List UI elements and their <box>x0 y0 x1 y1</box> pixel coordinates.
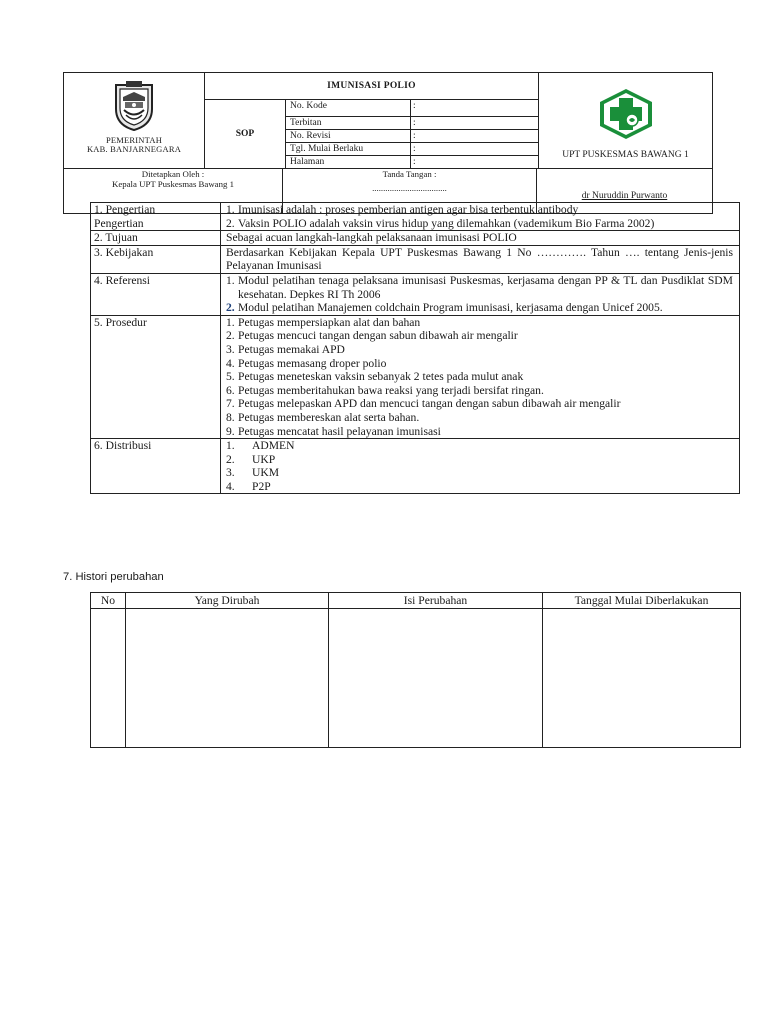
meta-label-issue: Terbitan <box>286 117 411 130</box>
meta-value-revision: : <box>411 130 539 143</box>
meta-label-revision: No. Revisi <box>286 130 411 143</box>
section-content <box>221 203 740 231</box>
signature-label: Tanda Tangan : <box>382 169 437 179</box>
column-header-no: No <box>91 593 126 609</box>
sop-content-table <box>90 202 740 494</box>
section-label: 6. Distribusi <box>91 439 221 494</box>
list-item: 2. Vaksin POLIO adalah vaksin virus hidup yang dilemahkan (vademikum Bio Farma 2002) <box>226 216 655 230</box>
section-content <box>221 273 740 315</box>
history-cell <box>126 609 329 748</box>
procedure-step: 8. Petugas membereskan alat serta bahan. <box>226 410 420 424</box>
section-label-subtext: Pengertian <box>94 216 144 230</box>
sop-label: SOP <box>205 100 286 169</box>
list-item: 2. Modul pelatihan Manajemen coldchain Program imunisasi, kerjasama dengan Unicef 2005. <box>226 301 663 315</box>
procedure-step: 7. Petugas melepaskan APD dan mencuci tangan dengan sabun dibawah air mengalir <box>226 397 621 411</box>
signature-line: .................................. <box>372 183 447 193</box>
procedure-step: 9. Petugas mencatat hasil pelayanan imunisasi <box>226 424 441 438</box>
puskesmas-logo-cell <box>539 73 713 169</box>
signer-name: dr Nuruddin Purwanto <box>537 169 713 214</box>
distribution-item: 1. ADMEN <box>226 439 295 453</box>
distribution-item: 4. P2P <box>226 479 271 493</box>
section-label <box>91 203 221 231</box>
section-label: 2. Tujuan <box>91 231 221 246</box>
procedure-step: 1. Petugas mempersiapkan alat dan bahan <box>226 315 421 329</box>
section-pengertian <box>91 203 740 231</box>
column-header-effective-date: Tanggal Mulai Diberlakukan <box>543 593 741 609</box>
section-content: Berdasarkan Kebijakan Kepala UPT Puskesmas Bawang 1 No …………. Tahun …. tentang Jenis-jenis Pelayanan Imunisasi <box>221 245 740 273</box>
regency-name: KAB. BANJARNEGARA <box>86 144 182 154</box>
section-tujuan <box>91 231 740 246</box>
list-item: 1. Imunisasi adalah : proses pemberian antigen agar bisa terbentuk antibody <box>226 203 579 216</box>
unit-name: UPT PUSKESMAS BAWANG 1 <box>562 149 689 160</box>
established-by-label: Ditetapkan Oleh : <box>141 169 205 179</box>
government-logo-cell <box>64 73 205 169</box>
meta-label-effective-date: Tgl. Mulai Berlaku <box>286 143 411 156</box>
meta-label-page: Halaman <box>286 156 411 169</box>
column-header-changed: Yang Dirubah <box>126 593 329 609</box>
procedure-step: 2. Petugas mencuci tangan dengan sabun dibawah air mengalir <box>226 329 518 343</box>
procedure-step: 4. Petugas memasang droper polio <box>226 356 387 370</box>
procedure-step: 6. Petugas memberitahukan bawa reaksi yang terjadi bersifat ringan. <box>226 383 544 397</box>
meta-value-page: : <box>411 156 539 169</box>
section-prosedur <box>91 315 740 438</box>
section-label: 3. Kebijakan <box>91 245 221 273</box>
meta-value-code: : <box>411 100 539 117</box>
history-empty-row <box>91 609 741 748</box>
procedure-step: 5. Petugas meneteskan vaksin sebanyak 2 tetes pada mulut anak <box>226 370 524 384</box>
section-content <box>221 315 740 438</box>
section-distribusi <box>91 439 740 494</box>
established-by-title: Kepala UPT Puskesmas Bawang 1 <box>111 179 234 189</box>
banjarnegara-crest-icon <box>112 79 156 131</box>
document-title: IMUNISASI POLIO <box>205 73 539 100</box>
section-content: Sebagai acuan langkah-langkah pelaksanaan imunisasi POLIO <box>221 231 740 246</box>
meta-label-code: No. Kode <box>286 100 411 117</box>
history-header-row <box>91 593 741 609</box>
column-header-change-content: Isi Perubahan <box>329 593 543 609</box>
procedure-step: 3. Petugas memakai APD <box>226 342 345 356</box>
history-heading: 7. Histori perubahan <box>63 571 164 583</box>
section-label-text: 1. Pengertian <box>94 203 156 216</box>
history-cell <box>329 609 543 748</box>
government-name: PEMERINTAH <box>105 135 163 145</box>
history-table <box>90 592 741 748</box>
sop-header-table <box>63 72 713 169</box>
meta-value-issue: : <box>411 117 539 130</box>
history-cell <box>543 609 741 748</box>
section-kebijakan <box>91 245 740 273</box>
distribution-item: 3. UKM <box>226 466 280 480</box>
distribution-item: 2. UKP <box>226 452 276 466</box>
section-label: 4. Referensi <box>91 273 221 315</box>
puskesmas-logo-icon <box>597 88 655 140</box>
list-item: 1. Modul pelatihan tenaga pelaksana imunisasi Puskesmas, kerjasama dengan PP & TL dan Pusdiklat SDM kesehatan. Depkes RI Th 2006 <box>226 273 733 301</box>
section-label: 5. Prosedur <box>91 315 221 438</box>
section-content <box>221 439 740 494</box>
meta-value-effective-date: : <box>411 143 539 156</box>
section-referensi <box>91 273 740 315</box>
history-cell <box>91 609 126 748</box>
